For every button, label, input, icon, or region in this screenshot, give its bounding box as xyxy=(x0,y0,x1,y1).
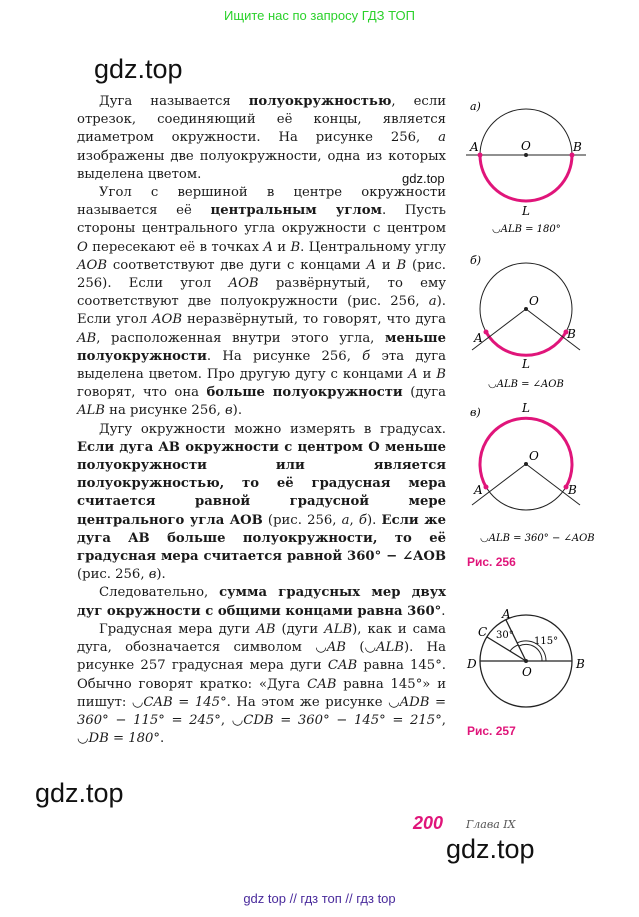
figure-256b xyxy=(462,252,602,392)
label-l: L xyxy=(522,357,530,371)
footer-links[interactable]: gdz top // гдз топ // гдз top xyxy=(243,891,396,906)
paragraph-central-angle: Угол с вершиной в центре окружности называется её центральным углом. Пусть стороны центрального угла окружности с центром O пересекают её в точках A и B. Центральному углу AOB соответствуют две дуги с концами A и B (рис. 256). Если угол AOB развёрнутый, то ему соответствуют две полуокружности (рис. 256, а). Если угол AOB неразвёрнутый, то говорят, что дуга AB, расположенная внутри этого угла, меньше полуокружности. На рисунке 256, б эта дуга выделена цветом. Про другую дугу с концами A и B говорят, что она больше полуокружности (дуга ALB на рисунке 256, в). xyxy=(77,185,446,419)
center-point xyxy=(524,307,528,311)
label-b: B xyxy=(573,140,582,154)
label-b: B xyxy=(567,327,576,341)
figure-tag: б) xyxy=(470,254,482,267)
chapter-label: Глава IX xyxy=(466,818,516,831)
main-text xyxy=(77,93,446,748)
figure-257-caption: Рис. 257 xyxy=(467,724,516,738)
formula: ◡ALB = 180° xyxy=(492,224,561,235)
center-point xyxy=(524,462,528,466)
page-number: 200 xyxy=(413,813,444,833)
highlighted-major-arc xyxy=(480,418,572,487)
label-d: D xyxy=(467,657,477,671)
label-a: A xyxy=(474,483,483,497)
top-banner[interactable]: Ищите нас по запросу ГДЗ ТОП xyxy=(224,8,415,23)
label-b: B xyxy=(576,657,585,671)
watermark: gdz.top xyxy=(35,778,124,808)
highlighted-minor-arc xyxy=(486,332,566,355)
figure-tag: в) xyxy=(470,406,481,419)
watermark: gdz.top xyxy=(446,834,535,864)
figure-tag: а) xyxy=(470,100,481,113)
figure-256-caption: Рис. 256 xyxy=(467,555,516,569)
label-b: B xyxy=(568,483,577,497)
figure-256v xyxy=(462,398,602,548)
center-point xyxy=(524,153,528,157)
paragraph-sum: Следовательно, сумма градусных мер двух дуг окружности с общими концами равна 360°. xyxy=(77,585,446,619)
figure-257 xyxy=(462,602,602,712)
label-o: O xyxy=(522,665,532,679)
center-point xyxy=(524,659,528,663)
angle-label-30: 30° xyxy=(496,630,514,641)
formula: ◡ALB = 360° − ∠AOB xyxy=(480,533,595,544)
paragraph-notation: Градусная мера дуги AB (дуги ALB), как и сама дуга, обозначается символом ◡AB (◡ALB). На рисунке 257 градусная мера дуги CAB равна 145°. Обычно говорят кратко: «Дуга CAB равна 145°» и пишут: ◡CAB = 145°. На этом же рисунке ◡ADB = 360° − 115° = 245°, ◡CDB = 360° − 145° = 215°, ◡DB = 180°. xyxy=(77,621,447,747)
angle-label-115: 115° xyxy=(534,636,559,647)
label-a: A xyxy=(470,140,479,154)
label-a: A xyxy=(502,607,511,621)
angle-arc-30 xyxy=(510,645,518,651)
label-o: O xyxy=(529,449,539,463)
figure-256a xyxy=(462,98,602,243)
label-o: O xyxy=(521,139,531,153)
point-a xyxy=(484,485,489,490)
formula: ◡ALB = ∠AOB xyxy=(488,379,564,390)
label-l: L xyxy=(522,401,530,415)
label-c: C xyxy=(478,625,488,639)
point-a xyxy=(484,330,489,335)
label-l: L xyxy=(522,204,530,218)
paragraph-semicircle: Дуга называется полуокружностью, если отрезок, соединяющий её концы, является диаметром окружности. На рисунке 256, а изображены две полуокружности, одна из которых выделена цветом. xyxy=(77,94,446,182)
paragraph-degree-measure: Дугу окружности можно измерять в градусах. Если дуга AB окружности с центром O меньше полуокружности или является полуокружностью, то её градусная мера считается равной градусной мере центрального угла AOB (рис. 256, а, б). Если же дуга AB больше полуокружности, то её градусная мера считается равной 360° − ∠AOB (рис. 256, в). xyxy=(77,421,446,583)
label-o: O xyxy=(529,294,539,308)
watermark: gdz.top xyxy=(94,54,183,84)
watermark: gdz.top xyxy=(402,171,445,186)
label-a: A xyxy=(474,331,483,345)
highlighted-semicircle xyxy=(480,155,572,201)
